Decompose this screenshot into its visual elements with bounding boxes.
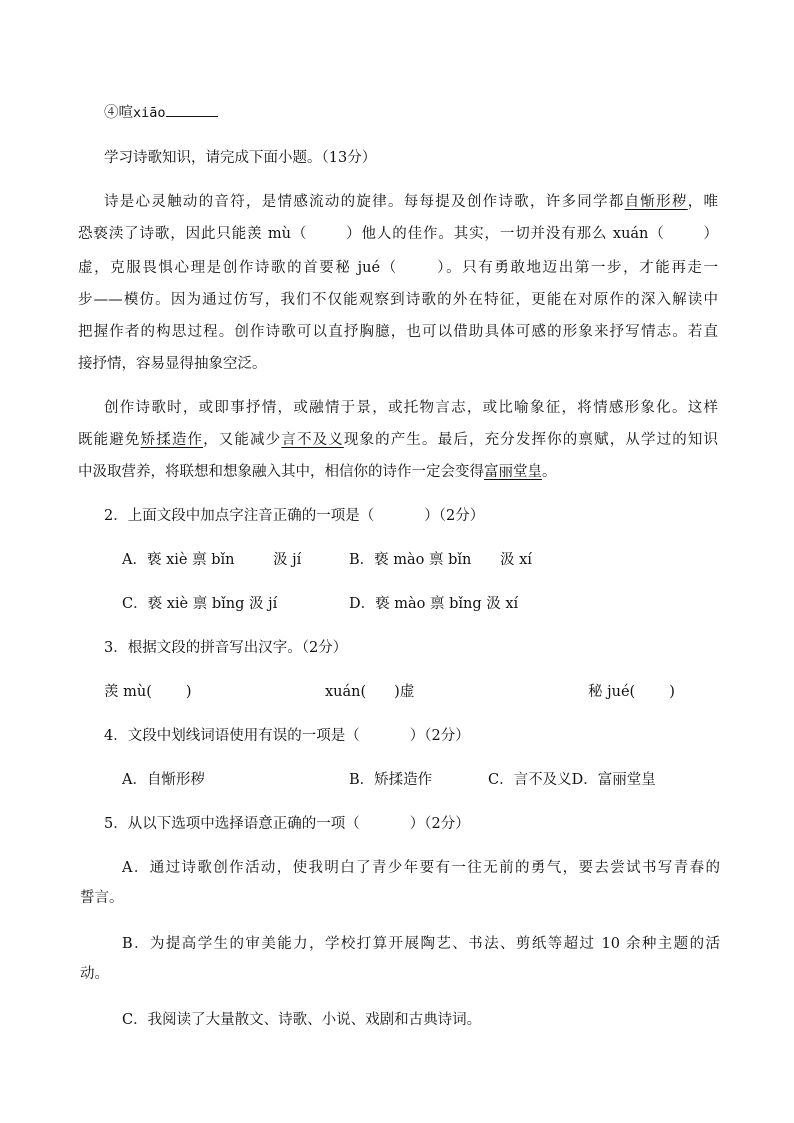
text: )虚 [394, 684, 415, 700]
q2-option-c: C．亵 xiè 禀 bǐng 汲 jí [122, 596, 278, 612]
text: 现象的产生。最后，充分发挥你的禀赋，从学过的知识 [343, 432, 719, 448]
p1-line-2 [78, 224, 718, 244]
p1-line-3 [78, 258, 718, 278]
q3-stem: 3．根据文段的拼音写出汉字。（2分） [104, 640, 348, 656]
text: xuán( [325, 684, 367, 700]
q5-option-a-line-2: 誓言。 [80, 890, 124, 906]
text: 恐亵渎了诗歌，因此只能羡 mù（ [78, 226, 308, 242]
q3-answer-2 [325, 682, 414, 702]
q2-option-a-tail: 汲 jí [273, 552, 302, 568]
q5-option-b-line-1: B．为提高学生的审美能力，学校打算开展陶艺、书法、剪纸等超过 10 余种主题的活 [122, 936, 720, 952]
q5-option-a-line-1: A．通过诗歌创作活动，使我明白了青少年要有一往无前的勇气，要去尝试书写青春的 [122, 860, 720, 876]
q5-option-c: C．我阅读了大量散文、诗歌、小说、戏剧和古典诗词。 [122, 1012, 482, 1028]
q2-stem [104, 506, 484, 526]
q2-option-a: A．亵 xiè 禀 bǐn [122, 552, 235, 568]
text: ，唯 [687, 194, 719, 210]
section-heading: 学习诗歌知识，请完成下面小题。（13分） [104, 150, 377, 166]
text: ，又能减少 [203, 432, 282, 448]
q2-option-b-tail: 汲 xí [500, 552, 532, 568]
q5-option-b-line-2: 动。 [80, 966, 109, 982]
q4-option-cd: C．言不及义D．富丽堂皇 [488, 772, 656, 788]
text: 2．上面文段中加点字注音正确的一项是（ [104, 508, 375, 524]
p2-line-2 [78, 430, 718, 450]
p2-line-3 [78, 462, 557, 482]
text: 。 [542, 464, 557, 480]
q2-option-d: D．亵 mào 禀 bǐng 汲 xí [349, 596, 519, 612]
text: 既能避免 [78, 432, 141, 448]
text: ）（2分） [409, 728, 470, 744]
q5-stem [104, 814, 470, 834]
answer-blank [166, 102, 218, 117]
text: ）。只有勇敢地迈出第一步，才能再走一 [435, 260, 718, 276]
item-pinyin: xiāo [133, 105, 166, 121]
text: 虚，克服畏惧心理是创作诗歌的首要秘 jué（ [78, 260, 398, 276]
item-prefix: ④喧 [104, 105, 133, 121]
q4-pinyin-item [104, 102, 218, 123]
p1-line-4: 步——模仿。因为通过仿写，我们不仅能观察到诗歌的外在特征，更能在对原作的深入解读中 [78, 292, 718, 308]
p1-line-1 [104, 192, 718, 212]
text: ) [669, 684, 675, 700]
text: 秘 jué( [588, 684, 636, 700]
q4-stem [104, 726, 470, 746]
text: 中汲取营养，将联想和想象融入其中，相信你的诗作一定会变得 [78, 464, 484, 480]
underlined-phrase: 矫揉造作 [140, 432, 204, 448]
underlined-phrase: 自惭形秽 [624, 194, 688, 210]
underlined-phrase: 言不及义 [281, 432, 344, 448]
text: 诗是心灵触动的音符，是情感流动的旋律。每每提及创作诗歌，许多同学都 [104, 194, 625, 210]
q2-option-b: B．亵 mào 禀 bǐn [349, 552, 472, 568]
text: ）（2分） [409, 816, 470, 832]
q3-answer-1 [104, 682, 192, 702]
text: ）（2分） [424, 508, 485, 524]
text: ） [702, 226, 719, 242]
text: 4．文段中划线词语使用有误的一项是（ [104, 728, 360, 744]
underlined-phrase: 富丽堂皇 [484, 464, 542, 480]
text: 5．从以下选项中选择语意正确的一项（ [104, 816, 360, 832]
text: 羡 mù( [104, 684, 152, 700]
p2-line-1: 创作诗歌时，或即事抒情，或融情于景，或托物言志，或比喻象征，将情感形象化。这样 [104, 400, 718, 416]
p1-line-5: 把握作者的构思过程。创作诗歌可以直抒胸臆，也可以借助具体可感的形象来抒写情志。若直 [78, 324, 718, 340]
text: ) [185, 684, 192, 700]
p1-line-6: 接抒情，容易显得抽象空泛。 [78, 356, 267, 372]
q4-option-b: B．矫揉造作 [349, 772, 433, 788]
q3-answer-3 [588, 682, 675, 702]
text: ）他人的佳作。其实，一切并没有那么 xuán（ [345, 226, 665, 242]
q4-option-a: A．自惭形秽 [122, 772, 205, 788]
